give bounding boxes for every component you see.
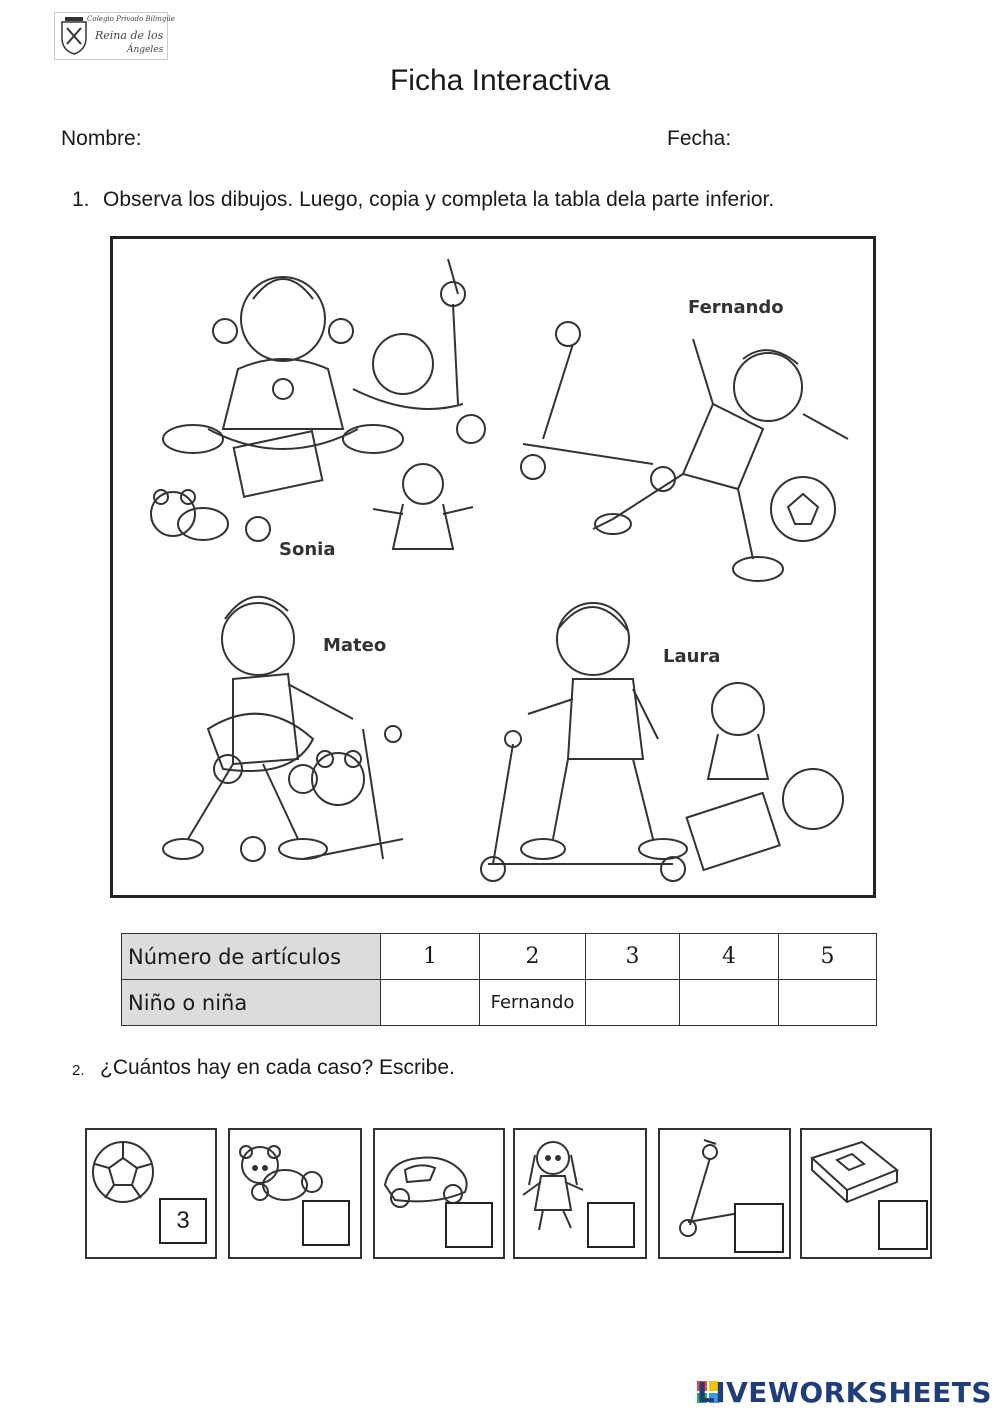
count-answer-doll[interactable] — [587, 1202, 635, 1248]
count-card-scooter — [658, 1128, 791, 1259]
answer-cell-1[interactable] — [381, 980, 480, 1026]
logo-line-2: Reina de los — [95, 29, 164, 42]
count-answer-book[interactable] — [878, 1200, 928, 1250]
table-header-articles: Número de artículos — [122, 934, 381, 980]
count-card-car — [373, 1128, 505, 1259]
table-number: 3 — [586, 934, 680, 980]
count-answer-ball[interactable]: 3 — [159, 1198, 207, 1244]
logo-line-3: Ángeles — [127, 45, 164, 55]
table-number: 2 — [480, 934, 586, 980]
sonia-drawing — [151, 277, 473, 549]
table-number: 5 — [779, 934, 877, 980]
question-2-text: ¿Cuántos hay en cada caso? Escribe. — [100, 1056, 455, 1079]
count-card-ball — [85, 1128, 217, 1259]
answer-cell-3[interactable] — [586, 980, 680, 1026]
count-answer-bear[interactable] — [302, 1200, 350, 1246]
logo-line-1: Colegio Privado Bilingüe — [87, 15, 175, 23]
name-label: Nombre: — [61, 127, 142, 150]
answer-cell-4[interactable] — [680, 980, 779, 1026]
question-1-number: 1. — [72, 188, 90, 211]
count-answer-car[interactable] — [445, 1202, 493, 1248]
laura-drawing — [481, 603, 843, 881]
answer-cell-5[interactable] — [779, 980, 877, 1026]
date-label: Fecha: — [667, 127, 732, 150]
name-label-mateo: Mateo — [323, 635, 387, 656]
table-number: 1 — [381, 934, 480, 980]
question-1-text: Observa los dibujos. Luego, copia y completa la tabla dela parte inferior. — [103, 188, 775, 211]
count-card-doll — [513, 1128, 647, 1259]
articles-table — [121, 933, 877, 1026]
table-header-child: Niño o niña — [122, 980, 381, 1026]
crest-icon — [59, 16, 89, 56]
table-row — [122, 980, 877, 1026]
name-label-laura: Laura — [663, 646, 721, 667]
school-logo — [54, 12, 175, 60]
name-label-sonia: Sonia — [279, 539, 336, 560]
fernando-drawing — [521, 322, 848, 581]
children-illustration — [110, 236, 876, 898]
answer-cell-2[interactable]: Fernando — [480, 980, 586, 1026]
liveworksheets-brand[interactable]: LIVEWORKSHEETS — [696, 1376, 992, 1409]
question-2-number: 2. — [72, 1062, 85, 1079]
count-answer-scooter[interactable] — [734, 1203, 784, 1253]
table-number: 4 — [680, 934, 779, 980]
count-card-bear — [228, 1128, 362, 1259]
table-row — [122, 934, 877, 980]
page-title: Ficha Interactiva — [389, 64, 611, 97]
count-card-book — [800, 1128, 932, 1259]
name-label-fernando: Fernando — [688, 297, 784, 318]
scooter-drawing-1 — [353, 259, 485, 443]
